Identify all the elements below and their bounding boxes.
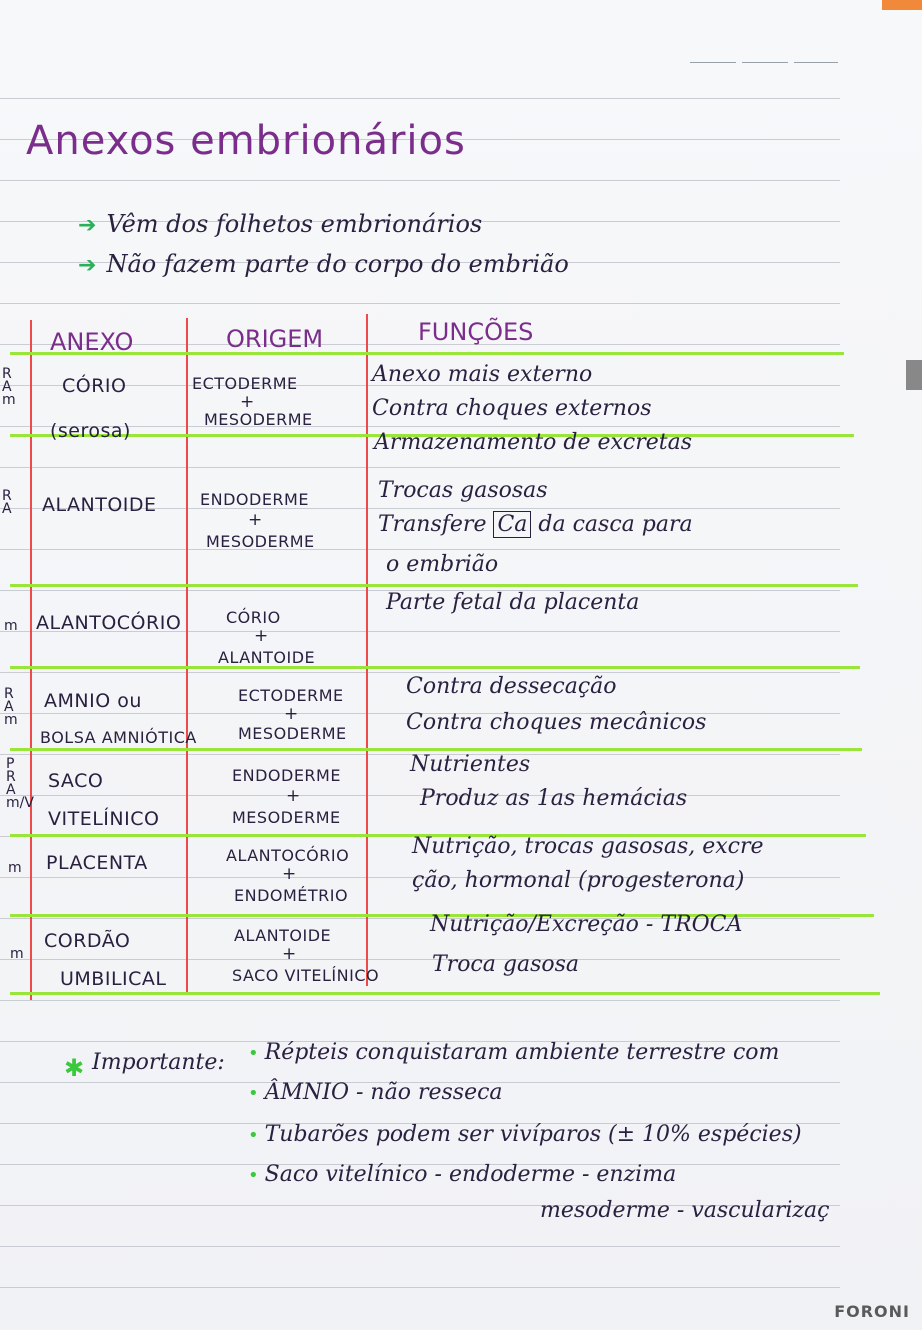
row-7-anexo-2: UMBILICAL [60, 968, 167, 990]
ruled-line [0, 303, 840, 304]
table-vline-1 [30, 320, 32, 1000]
plus-sign: + [240, 392, 255, 412]
plus-sign: + [284, 704, 299, 724]
row-1-anexo-sub: (serosa) [50, 420, 131, 442]
row-4-origem-1: ECTODERME [238, 686, 344, 705]
ruled-line [0, 672, 840, 673]
table-hline-header [10, 352, 844, 355]
header-anexo: ANEXO [50, 328, 134, 356]
bullet-dot-icon: • [248, 1125, 259, 1146]
row-2-funcao-2: Trocas gasosas [378, 478, 548, 503]
date-line-day [690, 62, 736, 63]
row-1-origem-1: ECTODERME [192, 374, 298, 393]
table-vline-2 [186, 318, 188, 992]
row-5-origem-1: ENDODERME [232, 766, 341, 785]
arrow-right-icon: ➔ [78, 253, 97, 278]
table-hline-2 [10, 584, 858, 587]
row-7-funcao-1: Nutrição/Excreção - TROCA [430, 912, 743, 937]
ruled-line [0, 98, 840, 99]
row-1-funcao-1: Anexo mais externo [372, 362, 593, 387]
row-4-origem-2: MESODERME [238, 724, 347, 743]
row-3-origem-1: CÓRIO [226, 608, 281, 627]
row-6-funcao-1: Nutrição, trocas gasosas, excre [412, 834, 764, 859]
row-2-origem-2: MESODERME [206, 532, 315, 551]
important-item-2 [248, 1080, 503, 1105]
row-1-anexo: CÓRIO [62, 375, 127, 397]
row-2-anexo: ALANTOIDE [42, 494, 157, 516]
row-4-funcao-2: Contra choques mecânicos [406, 710, 707, 735]
ruled-line [0, 467, 840, 468]
row-3-origem-2: ALANTOIDE [218, 648, 316, 667]
plus-sign: + [248, 510, 263, 530]
row-4-anexo-2: BOLSA AMNIÓTICA [40, 728, 197, 747]
row-2-funcao-3a: Transfere [378, 512, 487, 537]
row-1-funcao-2: Contra choques externos [372, 396, 652, 421]
calcium-box: Ca [493, 511, 531, 538]
date-line-year [794, 62, 838, 63]
row-6-origem-1: ALANTOCÓRIO [226, 846, 350, 865]
row-6-origem-2: ENDOMÉTRIO [234, 886, 349, 905]
ruled-line [0, 959, 840, 960]
page-edge-shadow [906, 360, 922, 390]
row-6-funcao-2: ção, hormonal (progesterona) [412, 868, 745, 893]
header-funcoes: FUNÇÕES [418, 318, 534, 346]
bullet-1 [78, 210, 482, 238]
important-item-2-text: ÂMNIO - não resseca [264, 1080, 503, 1105]
row-7-anexo-1: CORDÃO [44, 930, 131, 952]
bullet-dot-icon: • [248, 1165, 259, 1186]
row-4-funcao-1: Contra dessecação [406, 674, 617, 699]
row-2-funcao-3b: da casca para [538, 512, 693, 537]
bullet-dot-icon: • [248, 1043, 259, 1064]
row-7-origem-2: SACO VITELÍNICO [232, 966, 380, 985]
ruled-line [0, 549, 840, 550]
date-line-month [742, 62, 788, 63]
table-hline-3 [10, 666, 860, 669]
bullet-2 [78, 250, 569, 278]
row-2-funcao-4: o embrião [386, 552, 499, 577]
header-origem: ORIGEM [226, 325, 324, 353]
row-1-origem-2: MESODERME [204, 410, 313, 429]
plus-sign: + [282, 944, 297, 964]
page-tab-mark [882, 0, 922, 10]
row-7-tags: m [10, 946, 24, 962]
row-1-tags: R A m [2, 366, 16, 408]
row-4-anexo-1: AMNIO ou [44, 690, 142, 712]
row-6-anexo: PLACENTA [46, 852, 148, 874]
row-4-tags: R A m [4, 686, 18, 728]
arrow-right-icon: ➔ [78, 213, 97, 238]
bullet-1-text: Vêm dos folhetos embrionários [106, 210, 483, 238]
important-item-4 [248, 1162, 676, 1187]
plus-sign: + [254, 626, 269, 646]
bullet-dot-icon: • [248, 1083, 259, 1104]
table-hline-bottom [10, 992, 880, 995]
important-item-1-text: Répteis conquistaram ambiente terrestre com [264, 1040, 780, 1065]
row-6-tags: m [8, 860, 22, 876]
row-5-anexo-1: SACO [48, 770, 104, 792]
row-5-anexo-2: VITELÍNICO [48, 808, 160, 830]
page-title: Anexos embrionários [26, 118, 466, 164]
row-7-origem-1: ALANTOIDE [234, 926, 332, 945]
important-item-5: mesoderme - vascularizaç [540, 1198, 830, 1223]
ruled-line [0, 180, 840, 181]
asterisk-icon: ✱ [64, 1054, 85, 1082]
row-7-funcao-2: Troca gasosa [432, 952, 580, 977]
ruled-line [0, 1246, 840, 1247]
important-item-4-text: Saco vitelínico - endoderme - enzima [264, 1162, 677, 1187]
important-label: Importante: [92, 1050, 225, 1075]
table-hline-4 [10, 748, 862, 751]
row-2-tags: R A [2, 488, 12, 517]
row-5-tags: P R A m/V [6, 756, 34, 811]
important-item-3-text: Tubarões podem ser vivíparos (± 10% espécies) [264, 1122, 802, 1147]
row-2-funcao-3 [378, 512, 693, 537]
row-3-funcao-1: Parte fetal da placenta [386, 590, 640, 615]
row-5-funcao-1: Nutrientes [410, 752, 531, 777]
ruled-line [0, 1000, 840, 1001]
plus-sign: + [286, 786, 301, 806]
bullet-2-text: Não fazem parte do corpo do embrião [106, 250, 569, 278]
row-3-anexo: ALANTOCÓRIO [36, 612, 182, 634]
important-item-1 [248, 1040, 779, 1065]
row-3-tags: m [4, 618, 18, 634]
plus-sign: + [282, 864, 297, 884]
ruled-line [0, 1287, 840, 1288]
table-vline-3 [366, 314, 368, 986]
row-5-funcao-2: Produz as 1as hemácias [420, 786, 688, 811]
notebook-brand-logo: FORONI [834, 1302, 910, 1321]
important-item-3 [248, 1122, 802, 1147]
row-5-origem-2: MESODERME [232, 808, 341, 827]
row-2-funcao-1: Armazenamento de excretas [374, 430, 693, 455]
row-2-origem-1: ENDODERME [200, 490, 309, 509]
